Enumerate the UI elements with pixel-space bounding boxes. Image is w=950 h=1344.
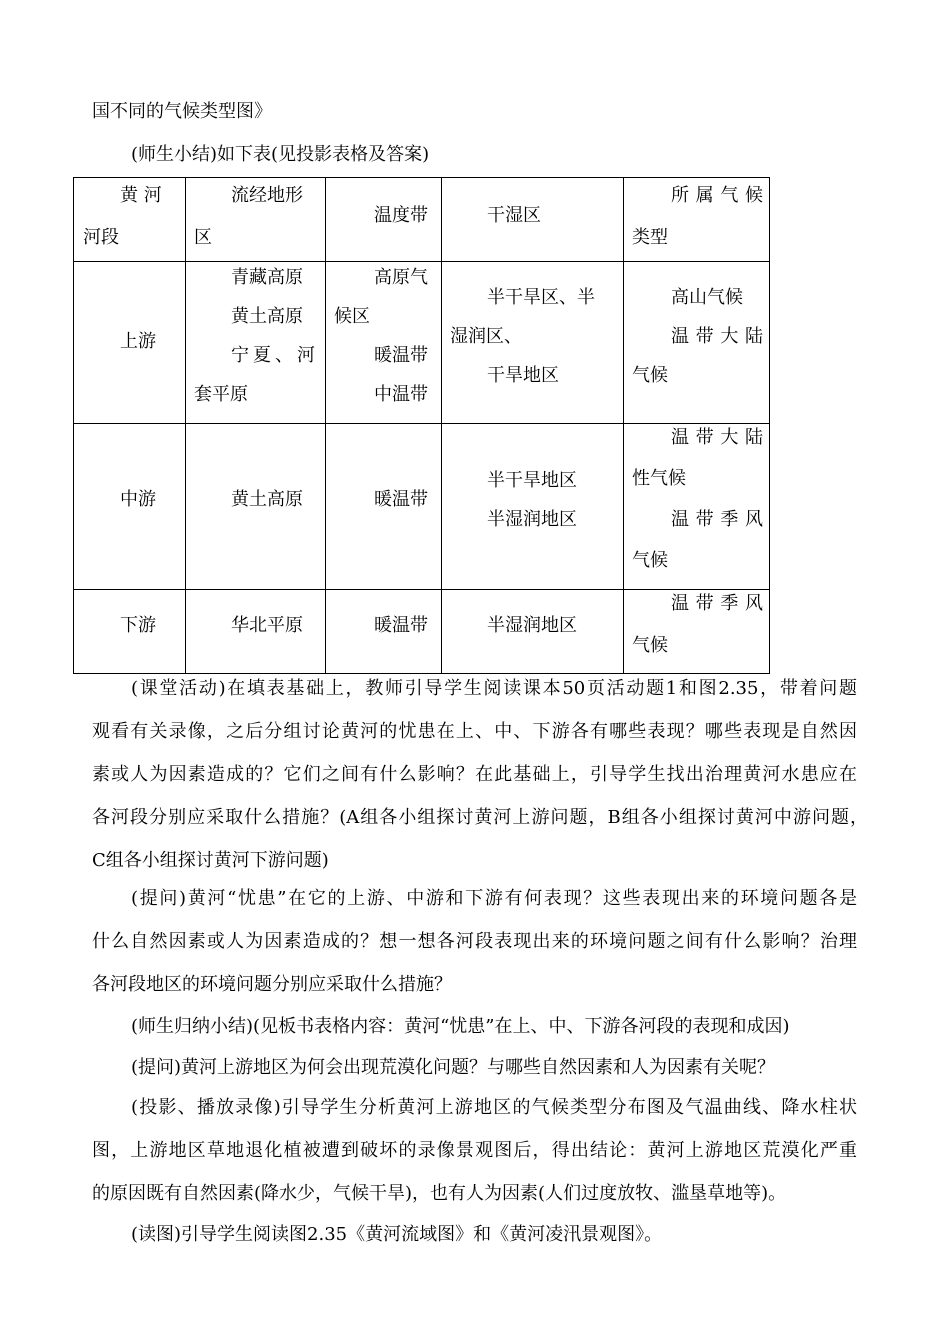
climate-lower-1: 温带季风 <box>671 593 763 614</box>
moisture-middle-2: 半湿润地区 <box>487 509 577 530</box>
question-para-line-3: 各河段地区的环境问题分别应采取什么措施？ <box>92 974 452 995</box>
cell-section-upper <box>74 262 186 424</box>
moisture-upper-2: 湿润区、 <box>450 326 522 347</box>
header-moisture <box>442 178 624 262</box>
moisture-upper-1: 半干旱区、半 <box>487 287 595 308</box>
header-climate <box>624 178 770 262</box>
projection-para-line-1: (投影、播放录像)引导学生分析黄河上游地区的气候类型分布图及气温曲线、降水柱状 <box>131 1097 857 1118</box>
climate-middle-4: 气候 <box>632 550 668 571</box>
cell-terrain-upper <box>186 262 326 424</box>
cell-temperature-upper <box>326 262 442 424</box>
header-climate-line2: 类型 <box>632 227 668 248</box>
yellow-river-table <box>73 177 770 674</box>
cell-moisture-upper <box>442 262 624 424</box>
section-lower: 下游 <box>120 615 156 636</box>
climate-lower-2: 气候 <box>632 635 668 656</box>
summary-heading: (师生小结)如下表(见投影表格及答案) <box>131 144 430 165</box>
terrain-middle-1: 黄土高原 <box>231 489 303 510</box>
table-row-upper <box>74 262 770 424</box>
climate-upper-3: 气候 <box>632 365 668 386</box>
cell-terrain-middle <box>186 424 326 590</box>
table-header-row <box>74 178 770 262</box>
intro-line: 国不同的气候类型图》 <box>92 101 272 122</box>
activity-para-line-3: 素或人为因素造成的？它们之间有什么影响？在此基础上，引导学生找出治理黄河水患应在 <box>92 764 857 785</box>
climate-middle-3: 温带季风 <box>671 509 763 530</box>
question-para-line-2: 什么自然因素或人为因素造成的？想一想各河段表现出来的环境问题之间有什么影响？治理 <box>92 931 857 952</box>
climate-middle-2: 性气候 <box>632 468 686 489</box>
section-upper: 上游 <box>120 331 156 352</box>
header-terrain-line1: 流经地形 <box>231 185 303 206</box>
terrain-upper-3: 宁夏、河 <box>231 345 315 366</box>
terrain-upper-2: 黄土高原 <box>231 306 303 327</box>
terrain-lower-1: 华北平原 <box>231 615 303 636</box>
cell-section-middle <box>74 424 186 590</box>
header-section <box>74 178 186 262</box>
temperature-middle-1: 暖温带 <box>374 489 428 510</box>
temperature-upper-3: 暖温带 <box>374 345 428 366</box>
cell-moisture-middle <box>442 424 624 590</box>
header-section-line2: 河段 <box>83 227 119 248</box>
temperature-upper-2: 候区 <box>334 306 370 327</box>
question-para-line-1: (提问)黄河“忧患”在它的上游、中游和下游有何表现？这些表现出来的环境问题各是 <box>131 888 857 909</box>
projection-para-line-3: 的原因既有自然因素(降水少，气候干旱)，也有人为因素(人们过度放牧、滥垦草地等)。 <box>92 1183 787 1204</box>
cell-climate-upper <box>624 262 770 424</box>
moisture-middle-1: 半干旱地区 <box>487 470 577 491</box>
header-section-line1: 黄 河 <box>120 185 162 206</box>
cell-temperature-middle <box>326 424 442 590</box>
header-moisture-text: 干湿区 <box>487 205 541 226</box>
header-temperature-text: 温度带 <box>374 205 428 226</box>
reading-para: (读图)引导学生阅读图2.35《黄河流域图》和《黄河凌汛景观图》。 <box>131 1224 663 1245</box>
activity-para-line-4: 各河段分别应采取什么措施？(A组各小组探讨黄河上游问题，B组各小组探讨黄河中游问题， <box>92 807 868 828</box>
header-terrain-line2: 区 <box>194 227 212 248</box>
cell-section-lower <box>74 590 186 674</box>
terrain-upper-4: 套平原 <box>194 384 248 405</box>
moisture-lower-1: 半湿润地区 <box>487 615 577 636</box>
temperature-upper-4: 中温带 <box>374 384 428 405</box>
cell-terrain-lower <box>186 590 326 674</box>
temperature-upper-1: 高原气 <box>374 267 428 288</box>
activity-para-line-5: C组各小组探讨黄河下游问题) <box>92 850 329 871</box>
activity-para-line-1: (课堂活动)在填表基础上，教师引导学生阅读课本50页活动题1和图2.35，带着问题 <box>131 678 857 699</box>
moisture-upper-3: 干旱地区 <box>487 365 559 386</box>
upper-question-para: (提问)黄河上游地区为何会出现荒漠化问题？与哪些自然因素和人为因素有关呢？ <box>131 1057 776 1078</box>
table-row-lower <box>74 590 770 674</box>
cell-climate-lower <box>624 590 770 674</box>
climate-upper-2: 温带大陆 <box>671 326 763 347</box>
cell-moisture-lower <box>442 590 624 674</box>
header-temperature <box>326 178 442 262</box>
climate-middle-1: 温带大陆 <box>671 427 763 448</box>
terrain-upper-1: 青藏高原 <box>231 267 303 288</box>
header-terrain <box>186 178 326 262</box>
projection-para-line-2: 图，上游地区草地退化植被遭到破坏的录像景观图后，得出结论：黄河上游地区荒漠化严重 <box>92 1140 857 1161</box>
climate-upper-1: 高山气候 <box>671 287 743 308</box>
section-middle: 中游 <box>120 489 156 510</box>
temperature-lower-1: 暖温带 <box>374 615 428 636</box>
header-climate-line1: 所属气候 <box>671 185 763 206</box>
activity-para-line-2: 观看有关录像，之后分组讨论黄河的忧患在上、中、下游各有哪些表现？哪些表现是自然因 <box>92 721 857 742</box>
table-row-middle <box>74 424 770 590</box>
cell-temperature-lower <box>326 590 442 674</box>
summary-para: (师生归纳小结)(见板书表格内容：黄河“忧患”在上、中、下游各河段的表现和成因) <box>131 1016 790 1037</box>
cell-climate-middle <box>624 424 770 590</box>
